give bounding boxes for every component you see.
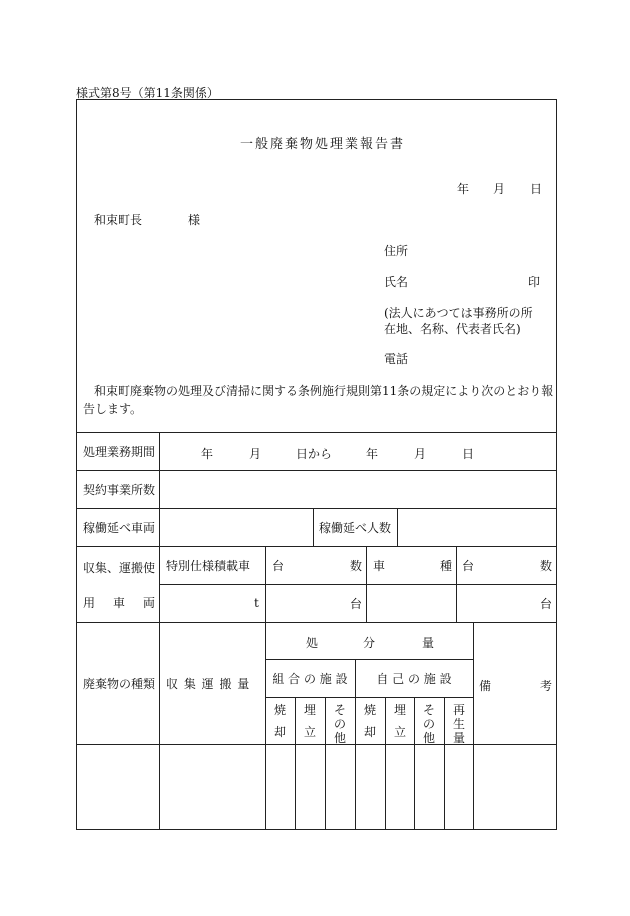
sub-recycle-label: 再 生 量 [452, 703, 465, 745]
count-label-a: 数 [350, 558, 363, 573]
union-facility-label: 組 合 の 施 設 [272, 671, 348, 686]
table-line [159, 432, 160, 830]
unit-count-b: 台 [462, 558, 475, 573]
waste-type-label: 廃棄物の種類 [83, 676, 156, 691]
table-line [456, 546, 457, 622]
period-day-end: 日 [462, 447, 475, 461]
addressee-name: 和束町長 [94, 213, 143, 227]
table-line [265, 546, 266, 622]
period-year-end: 年 [366, 447, 379, 461]
disposal-amount-char1: 処 [306, 636, 319, 650]
units-a: 台 [350, 596, 363, 611]
units-b: 台 [540, 596, 553, 611]
address-label: 住所 [384, 244, 409, 258]
sub-other-label: そ の 他 [333, 703, 346, 745]
period-month-end: 月 [414, 447, 427, 461]
vehicles-label: 稼働延べ車両 [83, 520, 156, 535]
addressee-honorific: 様 [188, 213, 201, 227]
seal-mark: 印 [528, 275, 541, 289]
period-label: 処理業務期間 [83, 444, 156, 459]
collection-amount-label: 収 集 運 搬 量 [166, 676, 251, 691]
vehicle-type-a: 車 [373, 558, 386, 573]
sub-incineration-label: 焼 却 [273, 703, 286, 739]
disposal-amount-char3: 量 [422, 636, 435, 650]
vehicle-type-b: 種 [440, 558, 453, 573]
period-month-start: 月 [249, 447, 262, 461]
workers-label: 稼働延べ人数 [319, 520, 392, 535]
form-number: 様式第8号（第11条関係） [76, 86, 219, 100]
date-year: 年 [457, 182, 470, 196]
sub-landfill-label: 埋 立 [303, 703, 316, 739]
disposal-amount-char2: 分 [363, 636, 376, 650]
period-from: 日から [296, 447, 333, 461]
sub-landfill-own-label: 埋 立 [393, 703, 406, 739]
collection-vehicles-label-line2: 用 車 両 [83, 596, 159, 610]
body-text-line1: 和束町廃棄物の処理及び清掃に関する条例施行規則第11条の規定により次のとおり報 [94, 384, 554, 398]
date-month: 月 [493, 182, 506, 196]
corporate-note-line2: 在地、名称、代表者氏名) [384, 322, 521, 336]
report-title: 一般廃棄物処理業報告書 [240, 137, 406, 152]
table-line [76, 744, 557, 745]
special-truck-label: 特別仕様積載車 [166, 558, 251, 573]
body-text-line2: 告します。 [83, 402, 143, 416]
remarks-char2: 考 [540, 679, 553, 693]
table-line [265, 697, 473, 698]
table-line [76, 546, 557, 547]
corporate-note-line1: (法人にあつては事務所の所 [384, 306, 533, 320]
phone-label: 電話 [384, 352, 409, 366]
name-label: 氏名 [384, 275, 409, 289]
contracts-label: 契約事業所数 [83, 482, 156, 497]
table-line [366, 546, 367, 622]
date-day: 日 [530, 182, 543, 196]
period-year-start: 年 [201, 447, 214, 461]
tonnage-unit: t [254, 596, 259, 610]
own-facility-label: 自 己 の 施 設 [376, 671, 452, 686]
sub-incineration-own-label: 焼 却 [363, 703, 376, 739]
collection-vehicles-label-line1: 収集、運搬使 [83, 561, 156, 575]
unit-count-a: 台 [272, 558, 285, 573]
remarks-char1: 備 [479, 679, 492, 693]
sub-other-own-label: そ の 他 [422, 703, 435, 745]
table-line [397, 508, 398, 546]
table-line [313, 508, 314, 546]
count-label-b: 数 [540, 558, 553, 573]
